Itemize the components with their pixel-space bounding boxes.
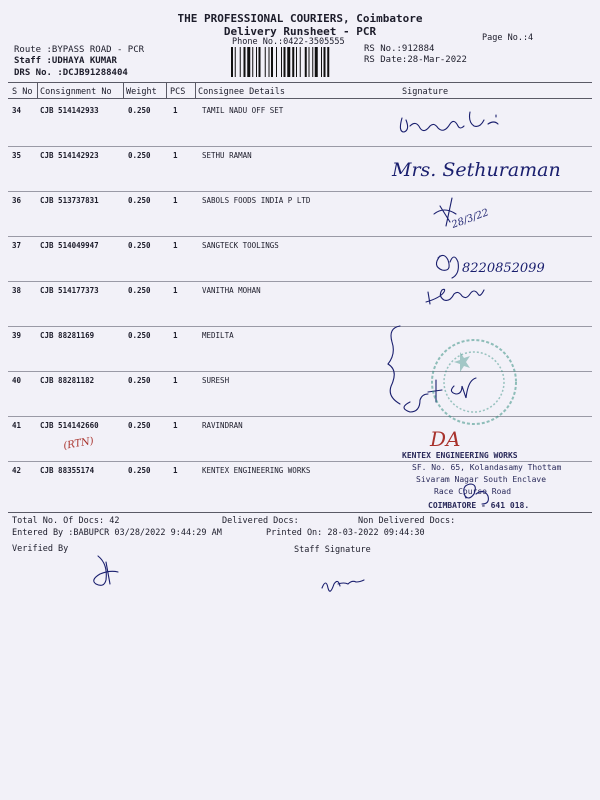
row-consignment: CJB 514049947 [40,241,99,250]
row-weight: 0.250 [128,376,151,385]
document-title: Delivery Runsheet - PCR [223,25,377,38]
col-pcs: PCS [170,87,186,97]
date-36: 28/3/22 [450,207,491,231]
row-weight: 0.250 [128,151,151,160]
row-consignment: CJB 514177373 [40,286,99,295]
drs-number: DRS No. :DCJB91288404 [14,68,128,78]
row-consignee: RAVINDRAN [202,421,243,430]
da-mark: DA [430,427,461,451]
phone-37: 8220852099 [462,261,545,276]
svg-text:SF. No. 65, Kolandasamy Thotta: SF. No. 65, Kolandasamy Thottam [412,463,562,472]
row-sno: 35 [12,151,22,160]
row-weight: 0.250 [128,331,151,340]
row-sno: 34 [12,106,22,115]
rtn-mark: (RTN) [62,435,95,452]
verified-by-label: Verified By [12,544,69,554]
col-consignee: Consignee Details [198,87,285,97]
row-weight: 0.250 [128,466,151,475]
row-consignment: CJB 88281169 [40,331,95,340]
rs-date: RS Date:28-Mar-2022 [364,55,467,65]
page-number: Page No.:4 [482,33,534,43]
kentex-stamp [402,451,561,510]
col-consignment: Consignment No [40,87,112,97]
row-sno: 36 [12,196,22,205]
row-weight: 0.250 [128,421,151,430]
row-consignee: SABOLS FOODS INDIA P LTD [202,196,311,205]
printed-on: Printed On: 28-03-2022 09:44:30 [266,528,425,538]
non-delivered-docs: Non Delivered Docs: [358,516,456,526]
row-pcs: 1 [173,106,178,115]
total-docs: Total No. Of Docs: 42 [12,516,120,526]
row-pcs: 1 [173,331,178,340]
row-sno: 40 [12,376,22,385]
phone-number: Phone No.:0422-3505555 [232,37,345,47]
row-pcs: 1 [173,241,178,250]
row-sno: 39 [12,331,22,340]
row-consignment: CJB 88355174 [40,466,95,475]
svg-text:Race Course Road: Race Course Road [434,487,512,496]
row-pcs: 1 [173,376,178,385]
row-weight: 0.250 [128,196,151,205]
row-pcs: 1 [173,421,178,430]
entered-by: Entered By :BABUPCR 03/28/2022 9:44:29 AM [12,528,222,538]
company-seal [432,340,516,424]
col-signature: Signature [402,87,449,97]
row-weight: 0.250 [128,286,151,295]
signature-38 [426,289,484,304]
col-sno: S No [12,87,33,97]
rs-number: RS No.:912884 [364,44,435,54]
row-sno: 38 [12,286,22,295]
row-pcs: 1 [173,151,178,160]
signature-37 [436,255,458,278]
row-consignee: TAMIL NADU OFF SET [202,106,284,115]
row-consignee: VANITHA MOHAN [202,286,261,295]
row-consignment: CJB 513737831 [40,196,99,205]
row-consignee: SETHU RAMAN [202,151,252,160]
row-pcs: 1 [173,466,178,475]
row-pcs: 1 [173,286,178,295]
row-pcs: 1 [173,196,178,205]
row-sno: 42 [12,466,22,475]
staff-label: Staff :UDHAYA KUMAR [14,56,117,66]
row-consignee: KENTEX ENGINEERING WORKS [202,466,311,475]
row-sno: 37 [12,241,22,250]
row-consignment: CJB 88281182 [40,376,95,385]
row-sno: 41 [12,421,22,430]
svg-text:COIMBATORE - 641 018.: COIMBATORE - 641 018. [428,501,530,510]
staff-signature [322,580,364,591]
row-consignee: MEDILTA [202,331,234,340]
company-title: THE PROFESSIONAL COURIERS, Coimbatore [177,12,423,25]
delivered-docs: Delivered Docs: [222,516,299,526]
row-consignment: CJB 514142660 [40,421,99,430]
row-weight: 0.250 [128,106,151,115]
signature-35: Mrs. Sethuraman [392,159,561,181]
signature-34 [400,112,498,132]
row-consignee: SANGTECK TOOLINGS [202,241,279,250]
row-weight: 0.250 [128,241,151,250]
row-consignment: CJB 514142933 [40,106,99,115]
route-label: Route :BYPASS ROAD - PCR [14,45,145,55]
col-weight: Weight [126,87,157,97]
verified-signature [94,556,118,585]
svg-text:Sivaram Nagar South Enclave: Sivaram Nagar South Enclave [416,475,547,484]
signature-bracket [388,326,400,404]
svg-text:KENTEX ENGINEERING WORKS: KENTEX ENGINEERING WORKS [402,451,518,460]
staff-signature-label: Staff Signature [294,545,371,555]
row-consignment: CJB 514142923 [40,151,99,160]
row-consignee: SURESH [202,376,230,385]
